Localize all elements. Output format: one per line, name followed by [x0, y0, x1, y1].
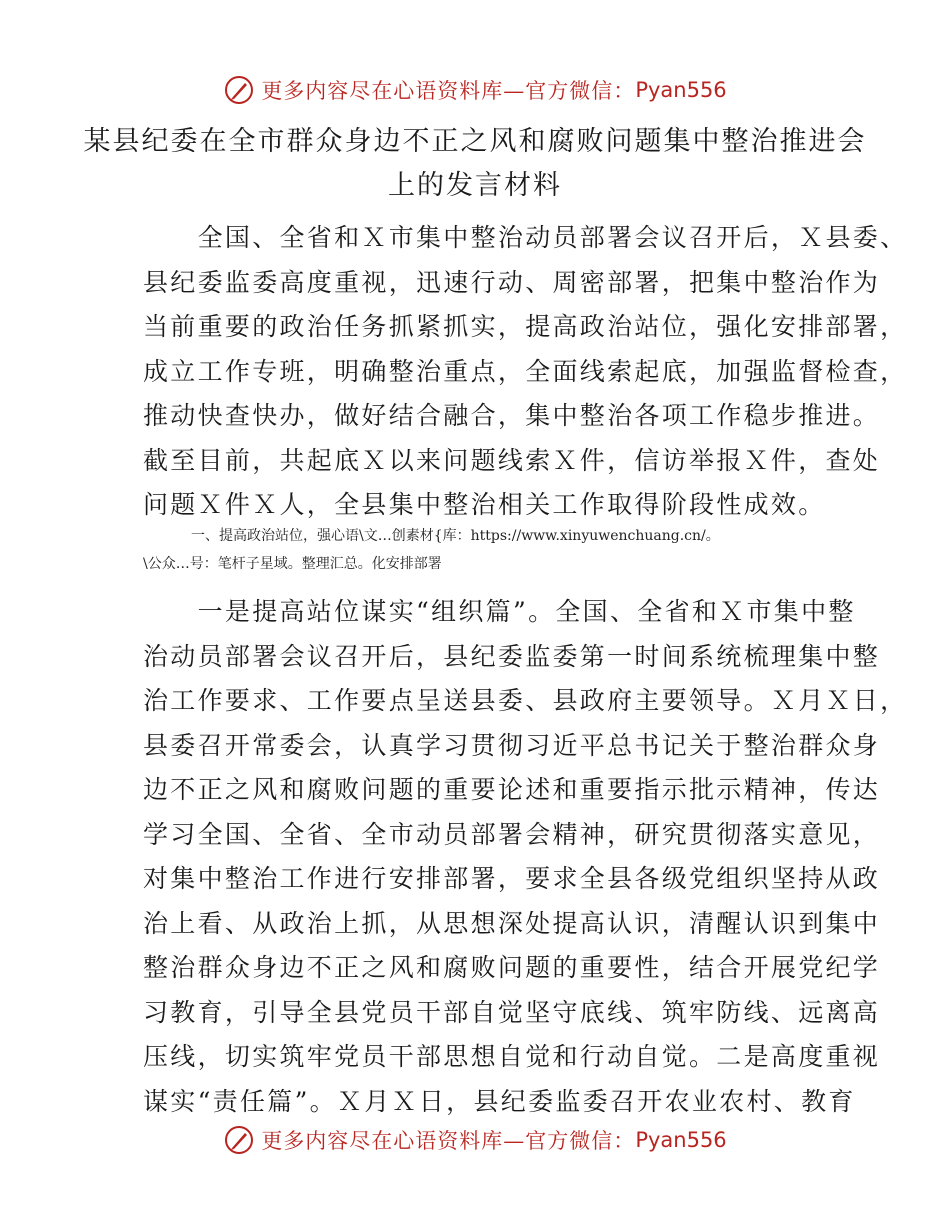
banner-wechat-id: Pyan556 — [635, 78, 727, 102]
document-title-line2: 上的发言材料 — [388, 170, 562, 201]
paragraph-line: 对集中整治工作进行安排部署，要求全县各级党组织坚持从政 — [143, 864, 881, 893]
paragraph-line: 谋实“责任篇”。Ｘ月Ｘ日，县纪委监委召开农业农村、教育 — [143, 1086, 856, 1116]
paragraph-intro — [143, 216, 908, 528]
header-watermark-banner — [0, 70, 950, 110]
paragraph-line: 推动快查快办，做好结合融合，集中整治各项工作稳步推进。 — [143, 401, 881, 430]
paragraph-line: 问题Ｘ件Ｘ人，全县集中整治相关工作取得阶段性成效。 — [143, 490, 826, 519]
paragraph-line: 治动员部署会议召开后，县纪委监委第一时间系统梳理集中整 — [143, 641, 881, 671]
note-line: \公众…号：笔杆子星域。整理汇总。化安排部署 — [143, 556, 442, 572]
paragraph-line: 当前重要的政治任务抓紧抓实，提高政治站位，强化安排部署， — [143, 312, 908, 341]
paragraph-line: 县委召开常委会，认真学习贯彻习近平总书记关于整治群众身 — [143, 730, 881, 760]
paragraph-line: 整治群众身边不正之风和腐败问题的重要性，结合开展党纪学 — [143, 953, 881, 982]
paragraph-section-one — [143, 590, 908, 1124]
document-title-line1: 某县纪委在全市群众身边不正之风和腐败问题集中整治推进会 — [83, 126, 867, 157]
footer-watermark-banner — [0, 1120, 950, 1160]
paragraph-line: 治工作要求、工作要点呈送县委、县政府主要领导。Ｘ月Ｘ日， — [143, 686, 908, 715]
banner-text: 更多内容尽在心语资料库—官方微信： — [261, 1129, 636, 1153]
paragraph-line: 全国、全省和Ｘ市集中整治动员部署会议召开后，Ｘ县委、 — [143, 223, 908, 252]
note-line: 一、提高政治站位，强心语\文…创素材{库：https://www.xinyuwenchuang.cn/。 — [191, 528, 720, 544]
banner-text: 更多内容尽在心语资料库—官方微信： — [261, 79, 636, 103]
quill-pen-icon — [223, 1124, 255, 1156]
banner-wechat-id: Pyan556 — [635, 1128, 727, 1152]
paragraph-line: 成立工作专班，明确整治重点，全面线索起底，加强监督检查， — [143, 356, 908, 386]
section-heading-note — [143, 522, 823, 578]
paragraph-line: 县纪委监委高度重视，迅速行动、周密部署，把集中整治作为 — [143, 267, 881, 297]
paragraph-line: 截至目前，共起底Ｘ以来问题线索Ｘ件，信访举报Ｘ件，查处 — [143, 445, 881, 475]
paragraph-line: 边不正之风和腐败问题的重要论述和重要指示批示精神，传达 — [143, 775, 881, 804]
paragraph-line: 习教育，引导全县党员干部自觉坚守底线、筑牢防线、远离高 — [143, 997, 881, 1027]
paragraph-line: 压线，切实筑牢党员干部思想自觉和行动自觉。二是高度重视 — [143, 1042, 881, 1071]
paragraph-line: 治上看、从政治上抓，从思想深处提高认识，清醒认识到集中 — [143, 908, 881, 938]
quill-pen-icon — [223, 74, 255, 106]
paragraph-line: 学习全国、全省、全市动员部署会精神，研究贯彻落实意见， — [143, 819, 881, 849]
paragraph-line: 一是提高站位谋实“组织篇”。全国、全省和Ｘ市集中整 — [143, 597, 856, 626]
